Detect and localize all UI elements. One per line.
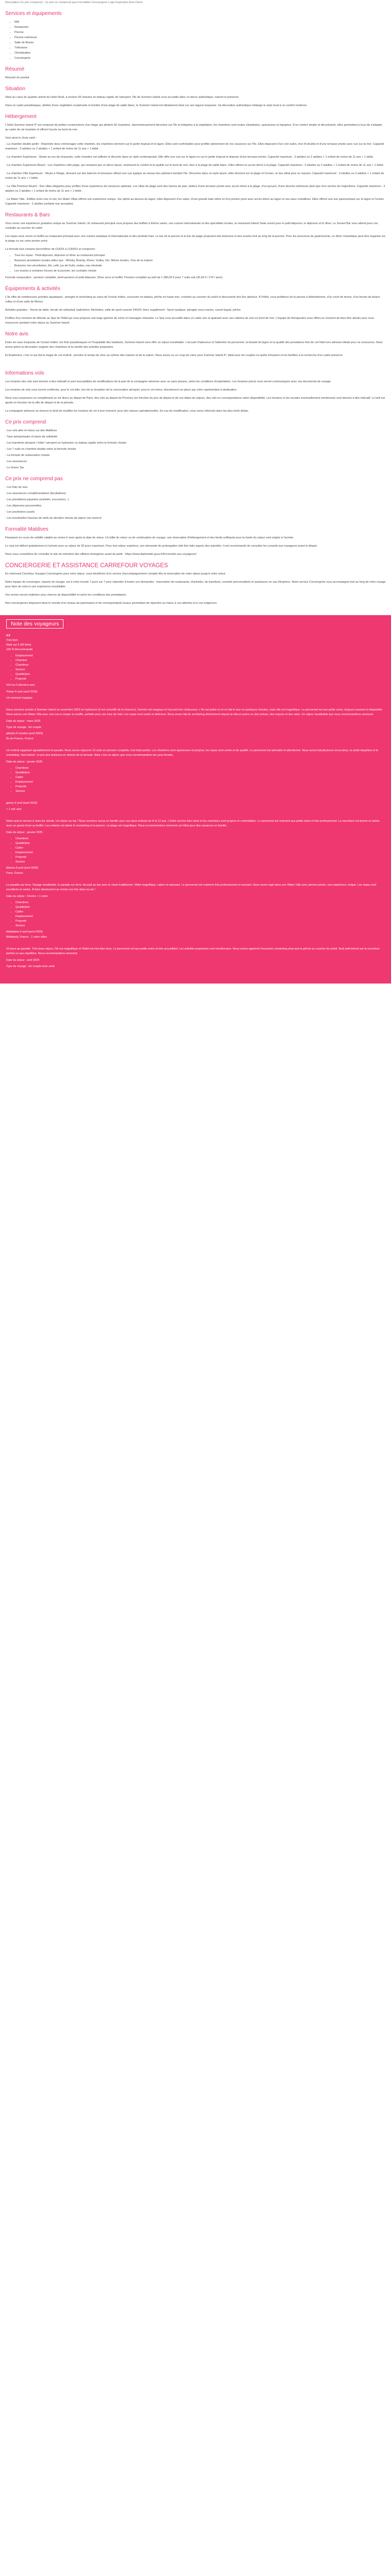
restaurant-item: • Boissons non alcoolisées, thé, café, jus de fruits, sodas, eau minérale [14,264,386,268]
room-description: - La Water Villa : Édifiée entre mer et ciel, les Water Villas offrent une expérience unique. Sur pilotis au-dessus du lagon, elles disposent d'un salon, d'une grande baie vitrée et d'un ponton privé avec accès direct au lagon et ses eaux cristallines. Elles offrent une vue panoramique sur le lagon et l'océan. Capacité maximum : 2 adultes (enfants non acceptés). [5,198,385,206]
review-trip-type: Type de voyage : En couple [6,726,41,729]
infos-vols-title: Informations vols [5,370,44,376]
service-item: • Télévision [14,46,386,50]
review-date: Date du séjour : janvier 2025 [6,831,43,834]
review-category: • Cadre [15,775,385,780]
review-date: Date du séjour : Février + 1 votre [6,895,48,898]
page [0,0,391,606]
review-author: Yohan 4 avril (avril 2025) [6,690,38,693]
review-category: • Propreté [15,785,385,789]
review-category: • Service [15,860,385,865]
review-category: • Qualité/prix [15,672,385,677]
review-category: • Service [15,789,385,794]
conciergerie-paragraph: En réservant Carrefour Voyages Conciergerie pour votre séjour, vous bénéficiez d'un service d'accompagnement complet dès la réservation de votre séjour jusqu'à votre retour. [5,572,226,575]
review-trip-type: Type de voyage : En couple avec amis [6,965,55,968]
more-reviews-link[interactable]: + 1 voir avis [6,808,22,811]
prix-non-item: - Les frais de visa [5,486,28,489]
restaurants-paragraph: Vous vivrez une expérience gustative unique au Summer Island. Un restaurant principal vous propose des buffets à thème variés, une cuisine internationale et des spécialités locales, le restaurant Island Taste ouvert pour le petit-déjeuner, le déjeuner et le dîner. Le Sunset Bar vous attend pour vos cocktails au coucher du soleil. [5,222,378,230]
prix-item: - Les vols aller et retour sur des Maldives [5,429,57,432]
review-card [6,819,385,876]
prix-non-item: - Les assurances complémentaires (facultatives) [5,492,66,495]
prix-non-title: Ce prix ne comprend pas [5,476,63,482]
review-category: • Qualité/prix [15,771,385,775]
hebergement-title: Hébergement [5,114,37,120]
see-last-reviews-link[interactable]: Voir les 5 derniers avis [6,684,35,687]
review-author: genny 6 avril (avril 2025) [6,802,38,805]
review-category: • Emplacement [15,780,385,785]
conciergerie-title: CONCIERGERIE ET ASSISTANCE CARREFOUR VOYAGES [5,563,168,569]
restaurant-item: • Les snacks à certaines heures de la journée, les cocktails choisis [14,269,386,274]
service-item: • Piscine extérieure [14,36,386,40]
room-description: - La chambre Supérieure : Située au rez-de-chaussée, cette chambre est raffinée et décorée dans un style contemporain. Elle offre une vue sur le lagon ou sur le jardin tropical et dispose d'une terrasse privée. Capacité maximum : 3 adultes ou 2 adultes + 1 enfant de moins de 11 ans + 1 bébé. [5,156,374,159]
prix-non-item: - Les éventuelles hausses de tarifs de dernière minute de séjour non réservé [5,517,102,520]
review-body: Le paradis sur terre. Voyage inoubliable, le paradis sur terre. Accueil au top avec le chant traditionnel. Hôtel magnifique, calme et reposant. Le personnel est vraiment très professionnel et souriant. Nous avons logé dans une Water Villa avec piscine privée, une expérience unique. Les repas sont excellents et variés. À faire absolument au moins une fois dans sa vie ! [6,884,377,891]
review-author: pibeloo 8 octobre (avril 2025) [6,732,43,735]
restaurants-paragraph: Les repas sous servis en buffet au restaurant principal avec une cuisine asiatique et internationale et des produits frais. Le bar de la piscine et le bar de plage proposent des boissons et des snacks tout au long de la journée. Pour les amoureux de gastronomie, un dîner romantique peut être organisé sur la plage ou sur votre ponton privé. [5,235,386,243]
restaurants-paragraph: La formule tout compris (lunch/dîner de CHOIX à CONSO et comprend : [5,248,96,251]
infos-paragraph: Les horaires de vols vous seront confirmés, pour le vol aller, lors de la réception de la convocation aéroport, pour le vol retour, directement sur place par votre représentant à destination. [5,388,238,392]
prix-item: - Les transferts aéroport / hôtel / aéroport en hydravion ou bateau rapide selon la formule choisie [5,442,127,445]
resume-title: Résumé [5,66,25,72]
restaurants-paragraph: Formule restauration : pension complète, demi-pension et petit-déjeuner. Dîner servi en buffet. Pension complète au tarif de 1 280,00 € pour 7 nuits soit (26,50 € / 27€ / pers) [5,276,223,279]
review-recommend: 100 % Recommandé [6,648,33,651]
review-category: • Qualité/prix [15,905,385,910]
conciergerie-paragraph: Nos conciergeries disposent dans le monde d'un réseau de partenaires et de correspondants locaux permettant de répondre au mieux à vos attentes et à vos exigences. [5,602,218,605]
prix-item: - Taxe aéroportuaire et taxes de solidarité [5,435,58,438]
conciergerie-paragraph: Vos envies seront réalisées sous réserve de disponibilité et selon les conditions des prestataires. [5,594,127,597]
restaurants-title: Restaurants & Bars [5,212,50,218]
review-body: Nous sommes arrivés à Summer Island en novembre 2023 en hydravion (il est conseillé de le réserver), l'arrivée est magique et l'accueil très chaleureux. L'île est petite et on en fait le tour en quelques minutes, mais elle est magnifique. Le personnel est aux petits soins, toujours souriant et disponible. Nous avions une Water Villa avec une vue à couper le souffle, parfaite pour une lune de miel. Les repas sont variés et délicieux. Nous avons fait du snorkeling directement depuis la villa et avons vu des tortues, des requins et des raies. Un séjour inoubliable que nous recommandons vivement. [6,708,383,716]
conciergerie-paragraph: Notre équipe de concierges, experts du voyage, est à votre écoute 7 jours sur 7 pour répondre à toutes vos demandes : réservation de restaurants, d'activités, de transferts, conseils personnalisés et assistance en cas d'imprévu. Notre service Conciergerie vous accompagne tout au long de votre voyage pour faire de celui-ci une expérience inoubliable. [5,581,386,588]
review-categories [6,837,385,865]
service-item: • Salle de fitness [14,41,386,45]
review-category: • Emplacement [15,914,385,919]
activites-title: Équipements & activités [5,286,60,292]
room-description: - La Villa Premium Beach : Des villas élégantes pour profiter d'une expérience de vacances optimale. Les villas de plage sont des havres de paix, dotées d'une terrasse privée avec accès direct à la plage, d'un jacuzzi, d'une douche extérieure ainsi que d'un service de majordome. Capacité maximum : 3 adultes ou 2 adultes + 1 enfant de moins de 11 ans + 1 bébé. [5,185,385,193]
review-category: • Chambres [15,901,385,905]
situation-title: Situation [5,86,25,92]
situation-paragraph: Situé au cœur du quartier animé de Hotel Nord, à environ 45 minutes en bateau rapide de l'aéroport, l'île de Summer Island vous accueille dans un décor authentique, naturel et préservé. [5,96,239,99]
review-categories [6,654,385,682]
activites-paragraph: L'île offre de nombreuses activités aquatiques : plongée et snorkeling au cœur de l'océan Indien, excursion en bateau, pêche en haute mer, croisière au coucher du soleil et découverte des îles alentour. À l'hôtel, vous profiterez de la piscine à débordement, d'un court de tennis, d'un terrain de beach-volley et d'une salle de fitness. [5,296,381,303]
resume-text: Résumé du produit [5,76,29,79]
review-category: • Propreté [15,855,385,860]
infos-paragraph: La compagnie aérienne se réserve le droit de modifier les horaires de vol à tout moment, pour des raisons opérationnelles. En cas de modification, vous serez informés dans les plus brefs délais. [5,410,249,413]
prix-non-item: - Les prestations payantes (activités, excursions...) [5,498,69,501]
review-category: • Propreté [15,677,385,682]
restaurant-item: • Boissons alcoolisées locales telles que : Whisky, Brandy, Rhum, Vodka, Gin, Bières locales, Vins de la maison [14,259,386,263]
review-category: • Cadre [15,910,385,914]
review-category: • Chambres [15,766,385,771]
review-categories [6,766,385,794]
hebergement-intro: L'hôtel Summer Island 4* est composé de petites constructions d'un étage qui abritent 92 chambres. Harmonieusement décorées sur l'île et intégrées à la végétation, les chambres sont toutes climatisées, spacieuses et équipées. D'un confort simple et décontracté, elles permettent à tous de s'adapter au cadre de vie insulaire et offrent l'accès au bord de mer. [5,124,383,131]
review-card [6,947,385,969]
review-body: 10 jours au paradis. Très beau séjour, l'île est magnifique et l'hôtel est très bien tenu. Le personnel est aux petits soins et très accueillant. Les activités proposées sont nombreuses. Nous avons apprécié l'excursion snorkeling ainsi que la pêche au coucher du soleil. Seul petit bémol sur la nourriture parfois un peu répétitive. Nous recommandons vivement. [6,947,380,955]
review-body: Un endroit rappelant agréablement le paradis. Nous avons séjourné 10 nuits en pension complète, tout était parfait. Les chambres sont spacieuses et propres, les repas sont variés et de qualité. Le personnel est adorable et attentionné. Nous avons fait plusieurs excursions, la sortie dauphins et le snorkeling. Seul bémol : le prix des boissons en dehors de la formule. Mais c'est un séjour que nous recommandons les yeux fermés. [6,749,378,757]
prix-item: - La formule de restauration choisie [5,454,50,457]
review-location: Paris, France [6,872,23,875]
service-item: • Climatisation [14,51,386,56]
service-item: • Conciergerie [14,56,386,61]
room-description: - La chambre Supérieure Beach : Les chambres côté plage, qui ravissent par un décor épuré, réunissent le confort et la qualité sur le bord de mer, face à la plage de sable blanc. Elles offrent un accès direct à la plage. Capacité maximum : 3 adultes ou 2 adultes + 1 enfant de moins de 11 ans + 1 bébé. [5,164,384,167]
infos-paragraph: Nous vous proposons en complément un vol direct au départ de Paris, des vols au départ de Province (en fonction du jour de départ et de vos dates de séjour), des vols en correspondance selon disponibilité. Les horaires et les escales éventuellement mentionnés sont donnés à titre indicatif. Le tarif est ajusté en fonction de la ville de départ et de la période. [5,397,385,404]
review-date: Date du séjour : avril 2024 [6,959,40,962]
prix-comprend-title: Ce prix comprend [5,419,46,425]
review-card [6,749,385,794]
review-category: • Service [15,924,385,928]
formalites-title: Formalité Maldives [5,527,48,532]
formalites-link-paragraph[interactable]: Nous vous conseillons de consulter le site du ministère des affaires étrangères avant de partir : https://www.diplomatie.gouv.fr/fr/conseils-aux-voyageurs/ [5,553,197,556]
prix-non-item: - Les dépenses personnelles [5,504,42,507]
situation-paragraph: Dans un cadre paradisiaque, abritée d'une végétation exubérante et bordée d'une plage de sable blanc, le Summer Island est idéalement situé sur une lagune turquoise. Sa décoration authentique mélange le style local à un confort moderne. [5,104,308,107]
review-summary [6,634,385,701]
review-rating-label: Très bien [6,639,18,642]
review-category: • Qualité/prix [15,841,385,846]
prix-item: - Le Green Tax [5,466,24,469]
services-list [5,20,386,61]
review-card [6,883,385,940]
traveler-reviews-panel [0,615,391,984]
review-card [6,801,385,812]
review-categories [6,901,385,928]
avis-paragraph: Et finalement, c'est ce qui fait la magie de cet endroit : prendre le temps de vivre au rythme des marées et de la nature. Nous avons eu un coup de cœur pour Summer Island 4*, idéal pour les couples en quête d'évasion et les familles à la recherche d'un cadre préservé. [5,354,344,357]
prix-item: - Les 7 nuits en chambre double selon la formule choisie [5,448,76,451]
review-category: • Propreté [15,919,385,924]
review-category: • Emplacement [15,851,385,855]
restaurant-item: • Tous les repas - Petit-déjeuner, déjeuner et dîner au restaurant principal [14,253,386,258]
review-category: • Chambres [15,663,385,668]
avis-title: Notre avis [5,331,29,337]
review-category: • Emplacement [15,654,385,658]
review-card [6,708,385,741]
restaurants-list [5,253,386,274]
review-category: • Chambres [15,837,385,841]
review-date: Date du séjour : janvier 2025 [6,760,43,764]
service-item: • Piscine [14,30,386,35]
prix-item: - Les assurances [5,460,27,463]
hebergement-sub: Voici ainsi le choix varié : [5,137,37,140]
activites-paragraph: Profitez d'un moment de détente au Spa de l'hôtel qui vous propose une large gamme de soins et massages relaxants. Le Spa vous accueille dans un cadre zen et apaisant avec ses cabines de soin en bord de mer. L'équipe de thérapeutes vous offrira un moment de bien-être absolu pour vous ressourcer pendant votre séjour au Summer Island. [5,317,374,325]
review-author: Madeleine 6 avril (avril 2025) [6,930,43,934]
review-count: Noté sur 5 (56 Avis) [6,643,31,647]
avis-paragraph: Entre les eaux turquoise de l'océan Indien, les îlots paradisiaques et l'hospitalité des habitants, Summer Island vous offre un séjour inoubliable. L'accueil chaleureux et l'attention du personnel, la beauté du lagon et la qualité des prestations font de cet hôtel une adresse idéale pour se ressourcer. Nous avons adoré la décoration soignée des chambres et la variété des activités proposées. [5,341,383,349]
formalites-paragraph: Le visa est délivré gratuitement à l'arrivée pour un séjour de 30 jours maximum. Pour tout séjour supérieur, une demande de prolongation doit être faite auprès des autorités. Il est recommandé de consulter les conseils aux voyageurs avant le départ. [5,545,318,548]
description-nav: Description Ce prix comprend : Ce prix ne comprend pas Formalités Conciergerie Loge Inspiration Avis Client [5,1,143,4]
review-location: Maltépoly, France · 1 votre villes [6,936,47,939]
review-score: 4.6 [6,634,10,637]
review-date: Date du séjour : mars 2025 [6,720,41,723]
formalites-paragraph: Passeport en cours de validité valable au moins 6 mois après la date de retour. Un billet de retour ou de continuation de voyage, une réservation d'hébergement et des fonds suffisants pour la durée du séjour sont exigés à l'arrivée. [5,536,294,539]
review-category: • Service [15,668,385,672]
prix-non-item: - Les pourboires usuels [5,511,35,514]
review-category: • Cadre [15,846,385,851]
review-body: Notre avis le service à ravis les clients. Un séjour au top ! Nous sommes venus en famille avec nos deux enfants de 8 et 12 ans. L'hôtel est très bien situé et les chambres sont propres et confortables. Le personnel est vraiment aux petits soins et très professionnel. La nourriture est bonne et variée, avec un grand choix au buffet. Les enfants ont adoré le snorkeling et la piscine. La plage est magnifique. Nous recommandons vivement cet hôtel pour des vacances en famille. [6,820,380,827]
services-title: Services et équipements [5,11,62,16]
review-category: • Chambre [15,658,385,663]
review-author: Marina 8 avril (avril 2025) [6,867,39,870]
service-item: • Wifi [14,20,386,25]
room-description: - La chambre Villa Supérieure : Situés à l'étage, donnent sur des balcons et terrasses offrant une vue typique au niveau des palmiers bordant l'île. Décorées dans un style épuré, elles donnent sur la plage et l'océan, un lieu idéal pour se reposer. Capacité maximum : 3 adultes ou 2 adultes + 1 enfant de moins de 11 ans + 1 bébé. [5,172,384,180]
activites-paragraph: Activités gratuites : Tennis de table, terrain de volleyball, badminton, fléchettes, salle de sport ouverte 24h/24. Avec supplément : Sport nautique, plongée sous-marine, canoë-kayak, pêche. [5,309,241,312]
room-description: - La chambre double jardin : Rejoindre deux emmenager cette chambre, les chambres donnent sur le jardin tropical et le lagon. Elles sont confortables pour profiter pleinement de vos vacances sur l'île. Elles disposent d'un coin salon, d'un lit double et d'une terrasse privée avec vue sur la mer. Capacité maximum : 3 adultes ou 2 adultes + 1 enfant de moins de 11 ans + 1 bébé. [5,143,384,150]
review-headline: Un moment magique [6,697,33,700]
review-location: Île-de-France, France [6,737,34,740]
service-item: • Restaurant [14,25,386,30]
infos-paragraph: Les horaires des vols sont donnés à titre indicatif et sont susceptibles de modifications de la part de la compagnie aérienne avec ou sans préavis, selon les conditions d'exploitation. Les horaires précis vous seront communiqués avec vos documents de voyage. [5,380,332,383]
reviews-title: Note des voyageurs [6,619,63,629]
